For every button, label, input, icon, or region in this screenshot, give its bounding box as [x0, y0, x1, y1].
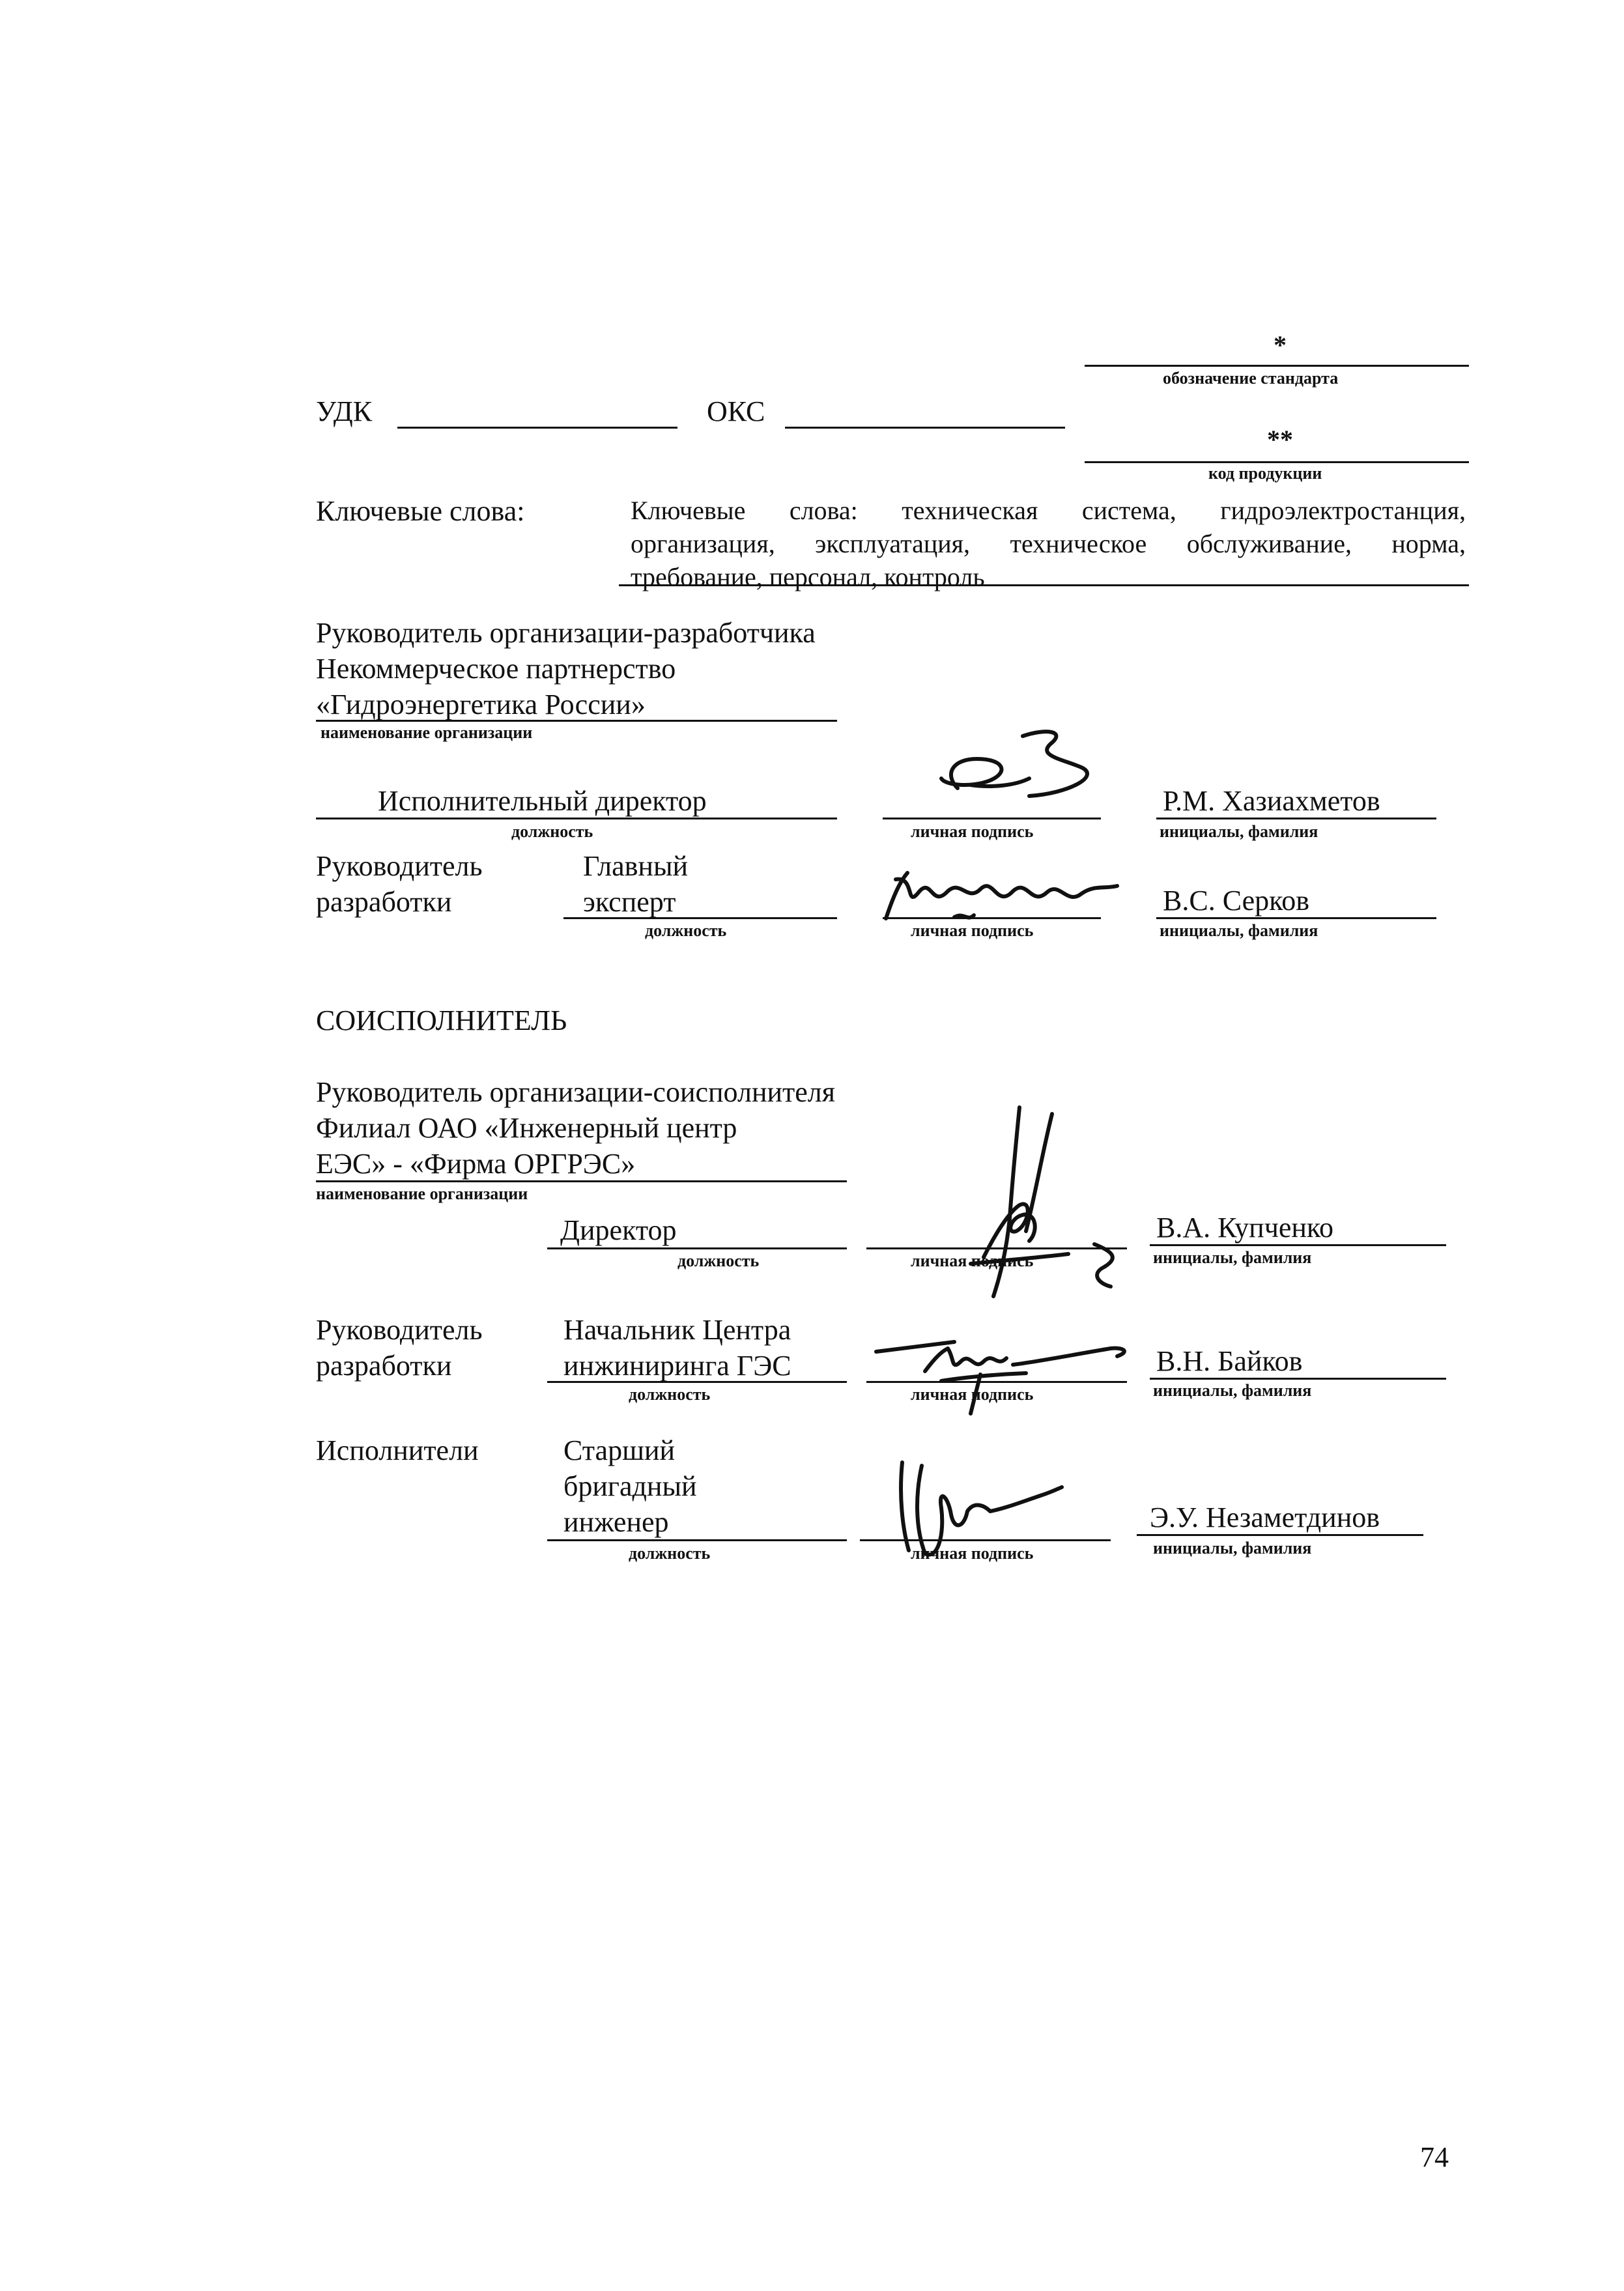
developer-lead-name-line: [1156, 917, 1436, 919]
coexecutor-lead-label-1: Руководитель: [316, 1314, 483, 1346]
developer-head-title: Руководитель организации-разработчика: [316, 617, 816, 649]
developer-lead-position-1: Главный: [583, 850, 689, 882]
coexecutor-exec-name-caption: инициалы, фамилия: [1153, 1539, 1312, 1558]
coexecutor-lead-position-line: [547, 1381, 847, 1383]
coexecutor-exec-label: Исполнители: [316, 1434, 479, 1466]
coexecutor-director-name-line: [1150, 1244, 1446, 1246]
developer-name: Р.М. Хазиахметов: [1163, 785, 1380, 817]
developer-name-line: [1156, 818, 1436, 819]
coexecutor-exec-position-line: [547, 1539, 847, 1541]
coexecutor-exec-signature-line: [860, 1539, 1111, 1541]
keywords-text: Ключевые слова: техническая система, гидроэлектростанция, организация, эксплуатация, техническое обслуживание, норма, требование, персонал, контроль: [631, 496, 1466, 591]
developer-lead-signature-line: [883, 917, 1101, 919]
developer-org-line: [316, 720, 837, 722]
coexecutor-director-position-line: [547, 1247, 847, 1249]
standard-designation-caption: обозначение стандарта: [1163, 369, 1339, 388]
standard-mark: *: [1274, 330, 1287, 360]
coexecutor-director-signature-line: [866, 1247, 1127, 1249]
developer-name-caption: инициалы, фамилия: [1160, 822, 1318, 841]
coexecutor-lead-name: В.Н. Байков: [1156, 1345, 1303, 1377]
coexecutor-exec-name: Э.У. Незаметдинов: [1150, 1501, 1380, 1533]
developer-signature-line: [883, 818, 1101, 819]
signature-kupchenko: [945, 1101, 1133, 1309]
oks-label: ОКС: [707, 395, 765, 427]
coexecutor-lead-name-line: [1150, 1378, 1446, 1380]
coexecutor-director-name: В.А. Купченко: [1156, 1212, 1334, 1244]
signature-khaziakhmetov: [932, 723, 1101, 814]
coexecutor-org-caption: наименование организации: [316, 1184, 528, 1203]
udk-line: [397, 427, 677, 429]
developer-signature-caption: личная подпись: [911, 822, 1034, 841]
coexecutor-lead-signature-line: [866, 1381, 1127, 1383]
coexecutor-lead-position-2: инжиниринга ГЭС: [563, 1350, 791, 1382]
signature-baykov: [863, 1322, 1143, 1420]
developer-org-caption: наименование организации: [321, 723, 533, 742]
developer-lead-signature-caption: личная подпись: [911, 921, 1034, 940]
coexecutor-lead-position-1: Начальник Центра: [563, 1314, 791, 1346]
coexecutor-director-signature-caption: личная подпись: [911, 1251, 1034, 1270]
coexecutor-lead-signature-caption: личная подпись: [911, 1385, 1034, 1404]
coexecutor-heading: СОИСПОЛНИТЕЛЬ: [316, 1004, 567, 1036]
product-code-caption: код продукции: [1208, 464, 1322, 483]
coexecutor-org-line1: Филиал ОАО «Инженерный центр: [316, 1112, 737, 1144]
coexecutor-exec-position-2: бригадный: [563, 1470, 697, 1502]
coexecutor-director-position: Директор: [560, 1214, 677, 1246]
keywords-label: Ключевые слова:: [316, 495, 525, 527]
coexecutor-org-line: [316, 1180, 847, 1182]
coexecutor-exec-position-3: инженер: [563, 1506, 669, 1538]
product-code-line: [1085, 461, 1469, 463]
developer-lead-position-caption: должность: [645, 921, 727, 940]
developer-lead-name-caption: инициалы, фамилия: [1160, 921, 1318, 940]
udk-label: УДК: [316, 395, 373, 427]
developer-lead-position-line: [563, 917, 837, 919]
coexecutor-exec-signature-caption: личная подпись: [911, 1544, 1034, 1563]
keywords-underline: [619, 584, 1469, 586]
standard-designation-line: [1085, 365, 1469, 367]
developer-position-line: [316, 818, 837, 819]
product-code-mark: **: [1267, 425, 1293, 454]
coexecutor-org-line2: ЕЭС» - «Фирма ОРГРЭС»: [316, 1148, 636, 1180]
developer-org-line2: «Гидроэнергетика России»: [316, 689, 646, 720]
coexecutor-lead-label-2: разработки: [316, 1350, 452, 1382]
coexecutor-head-title: Руководитель организации-соисполнителя: [316, 1076, 835, 1108]
coexecutor-exec-position-caption: должность: [629, 1544, 711, 1563]
coexecutor-exec-name-line: [1137, 1534, 1423, 1536]
page-number: 74: [1420, 2141, 1449, 2173]
developer-lead-label-1: Руководитель: [316, 850, 483, 882]
coexecutor-lead-name-caption: инициалы, фамилия: [1153, 1381, 1312, 1400]
developer-org-line1: Некоммерческое партнерство: [316, 653, 676, 685]
coexecutor-exec-position-1: Старший: [563, 1434, 676, 1466]
coexecutor-director-name-caption: инициалы, фамилия: [1153, 1248, 1312, 1267]
oks-line: [785, 427, 1065, 429]
developer-lead-position-2: эксперт: [583, 886, 676, 918]
coexecutor-lead-position-caption: должность: [629, 1385, 711, 1404]
developer-position-caption: должность: [511, 822, 593, 841]
coexecutor-director-position-caption: должность: [677, 1251, 760, 1270]
developer-lead-label-2: разработки: [316, 886, 452, 918]
developer-lead-name: В.С. Серков: [1163, 885, 1310, 917]
developer-position: Исполнительный директор: [378, 785, 707, 817]
